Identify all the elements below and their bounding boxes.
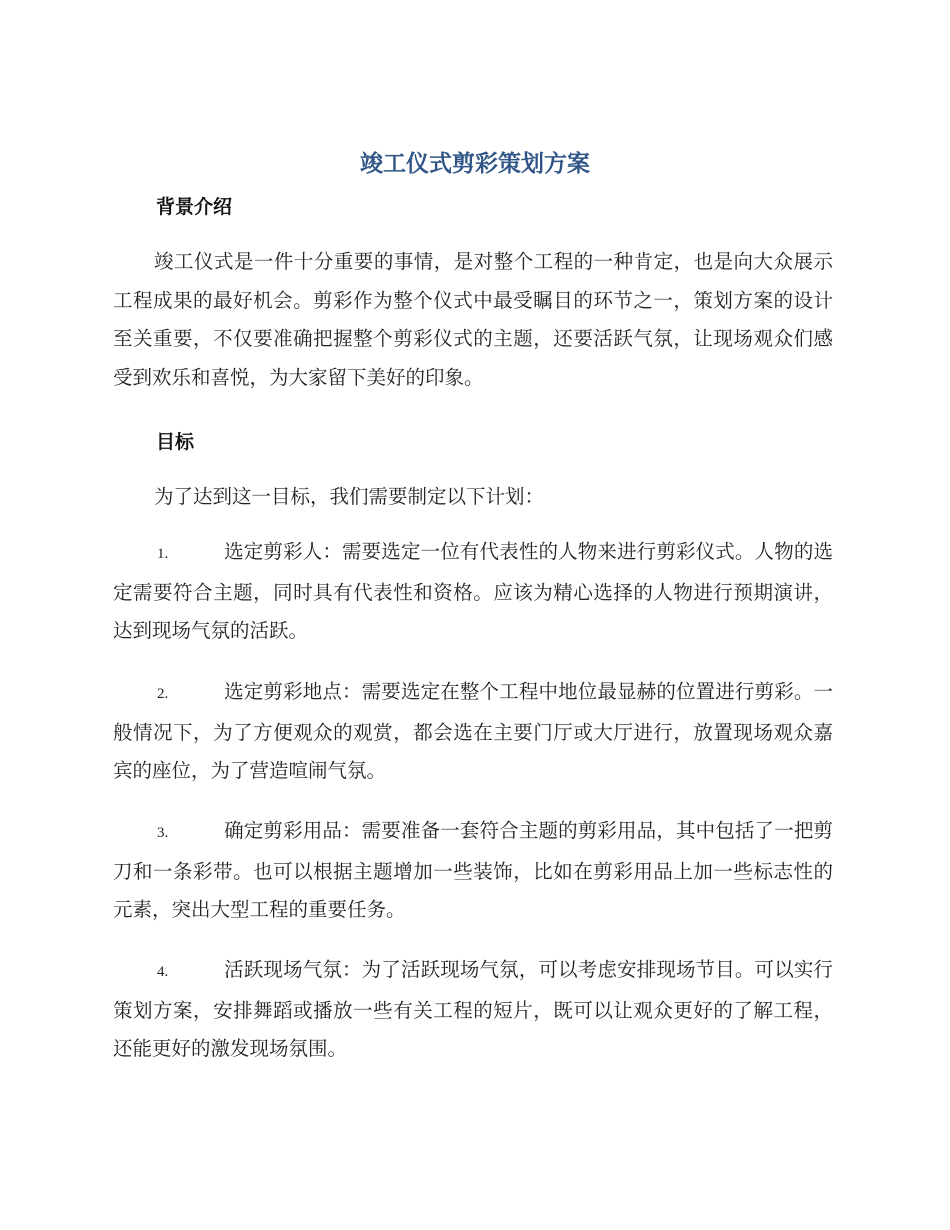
list-item-number: 2. [157, 686, 169, 702]
list-item [113, 951, 833, 1069]
list-item-number: 1. [157, 546, 169, 562]
list-item-number: 3. [157, 825, 169, 841]
section-heading-goal: 目标 [156, 431, 195, 453]
background-paragraph: 竣工仪式是一件十分重要的事情，是对整个工程的一种肯定，也是向大众展示工程成果的最好机会。剪彩作为整个仪式中最受瞩目的环节之一，策划方案的设计至关重要，不仅要准确把握整个剪彩仪式的主题，还要活跃气氛，让现场观众们感受到欢乐和喜悦，为大家留下美好的印象。 [113, 250, 833, 389]
list-item [113, 673, 833, 791]
list-item [113, 812, 833, 930]
goal-intro-paragraph: 为了达到这一目标，我们需要制定以下计划： [154, 485, 545, 508]
section-heading-background: 背景介绍 [156, 196, 233, 218]
list-item [113, 533, 833, 651]
list-item-text: 选定剪彩人：需要选定一位有代表性的人物来进行剪彩仪式。人物的选定需要符合主题，同时具有代表性和资格。应该为精心选择的人物进行预期演讲，达到现场气氛的活跃。 [113, 540, 833, 642]
list-item-number: 4. [157, 964, 169, 980]
list-item-text: 确定剪彩用品：需要准备一套符合主题的剪彩用品，其中包括了一把剪刀和一条彩带。也可以根据主题增加一些装饰，比如在剪彩用品上加一些标志性的元素，突出大型工程的重要任务。 [113, 819, 833, 921]
document-title: 竣工仪式剪彩策划方案 [360, 151, 590, 177]
list-item-text: 选定剪彩地点：需要选定在整个工程中地位最显赫的位置进行剪彩。一般情况下，为了方便观众的观赏，都会选在主要门厅或大厅进行，放置现场观众嘉宾的座位，为了营造喧闹气氛。 [113, 680, 833, 782]
list-item-text: 活跃现场气氛：为了活跃现场气氛，可以考虑安排现场节目。可以实行策划方案，安排舞蹈或播放一些有关工程的短片，既可以让观众更好的了解工程，还能更好的激发现场氛围。 [113, 958, 833, 1060]
